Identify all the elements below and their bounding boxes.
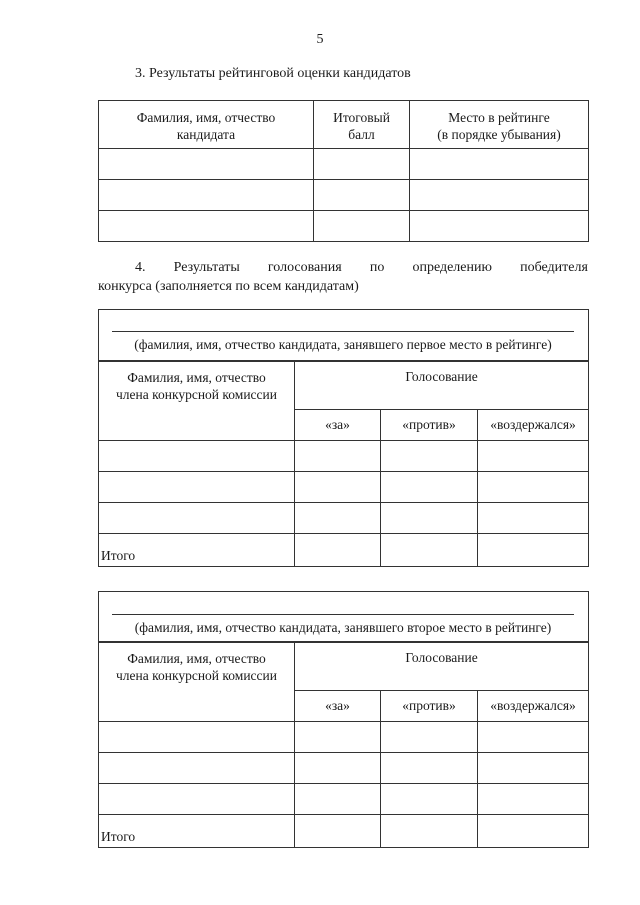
total-row: [99, 534, 589, 567]
header-commission-member: Фамилия, имя, отчество члена конкурсной комиссии: [99, 642, 295, 722]
table-row: [99, 180, 589, 211]
header-vote-against: «против»: [381, 691, 478, 722]
voting-table-2: [98, 641, 589, 848]
table-row: [99, 211, 589, 242]
section-4-heading-line2: конкурса (заполняется по всем кандидатам): [98, 279, 359, 294]
header-voting: Голосование: [295, 642, 589, 691]
header-rating-place: Место в рейтинге (в порядке убывания): [410, 101, 589, 149]
header-voting: Голосование: [295, 361, 589, 410]
table-row: [99, 149, 589, 180]
voting-table-1: [98, 360, 589, 567]
header-vote-abstain: «воздержался»: [478, 691, 589, 722]
table-row: [99, 784, 589, 815]
total-label: Итого: [99, 815, 295, 848]
candidate-name-caption: (фамилия, имя, отчество кандидата, занявшего первое место в рейтинге): [134, 337, 552, 352]
table-row: [99, 472, 589, 503]
section-3-heading: 3. Результаты рейтинговой оценки кандидатов: [135, 66, 411, 81]
header-total-score: Итоговый балл: [314, 101, 410, 149]
table-row: [99, 441, 589, 472]
header-candidate-name: Фамилия, имя, отчество кандидата: [99, 101, 314, 149]
total-label: Итого: [99, 534, 295, 567]
section-4-heading: 4. Результаты голосования по определению победителя: [135, 260, 588, 275]
table-row: [99, 753, 589, 784]
header-vote-for: «за»: [295, 410, 381, 441]
table-row: [99, 722, 589, 753]
header-commission-member: Фамилия, имя, отчество члена конкурсной комиссии: [99, 361, 295, 441]
total-row: [99, 815, 589, 848]
candidate-name-caption: (фамилия, имя, отчество кандидата, занявшего второе место в рейтинге): [134, 620, 552, 635]
candidate-name-box: [98, 309, 589, 362]
header-vote-for: «за»: [295, 691, 381, 722]
rating-table: [98, 100, 589, 242]
header-vote-against: «против»: [381, 410, 478, 441]
table-row: [99, 503, 589, 534]
page-number: 5: [316, 32, 324, 47]
header-vote-abstain: «воздержался»: [478, 410, 589, 441]
candidate-name-line[interactable]: [112, 614, 574, 615]
candidate-name-line[interactable]: [112, 331, 574, 332]
